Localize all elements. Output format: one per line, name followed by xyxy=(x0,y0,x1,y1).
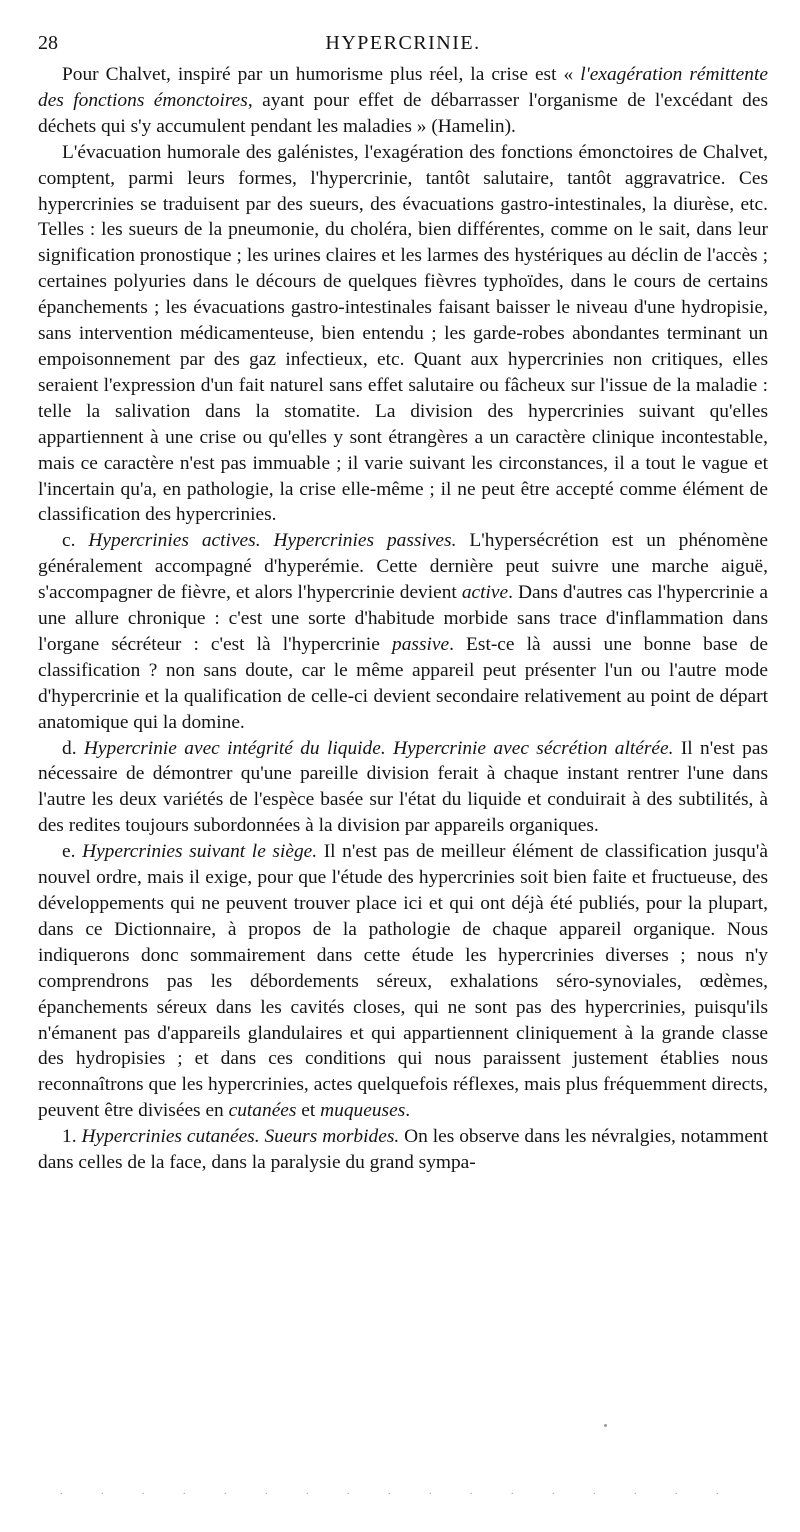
text-run: e. xyxy=(62,841,83,863)
italic-text: Hypercrinies cutanées. Sueurs morbides. xyxy=(81,1126,400,1148)
text-run: c. xyxy=(62,530,89,552)
text-run: . Est-ce là aussi une bonne base de classification ? non sans doute, car le même appareil peut présenter l'un ou l'autre mode d'hypercrinie et la qualification de celle-ci devient secondaire relativement au point de départ anatomique qui la domine. xyxy=(38,633,768,733)
italic-text: Hypercrinies actives. Hypercrinies passives. xyxy=(88,530,457,552)
paragraph-p2 xyxy=(38,140,768,529)
text-run: d. xyxy=(62,737,84,759)
text-run: Il n'est pas de meilleur élément de classification jusqu'à nouvel ordre, mais il exige, pour que l'étude des hypercrinies soit bien faite et fructueuse, des développements qui ne peuvent trouver place ici et qui ont déjà été publiés, pour la plupart, dans ce Dictionnaire, à propos de la pathologie de chaque appareil organique. Nous indiquerons donc sommairement dans cette étude les hypercrinies diverses ; nous n'y comprendrons pas les débordements séreux, exhalations séro-synoviales, œdèmes, épanchements séreux dans les cavités closes, qui ne sont pas des hypercrinies, puisqu'ils n'émanent pas d'appareils glandulaires et qui appartiennent cliniquement à la grande classe des hydropisies ; et dans ces conditions qui nous paraissent justement établies nous reconnaîtrons que les hypercrinies, actes quelquefois réflexes, mais plus fréquemment directs, peuvent être divisées en xyxy=(38,841,768,1122)
scan-speck xyxy=(604,1424,607,1427)
paragraph-p1 xyxy=(38,62,768,140)
page-number: 28 xyxy=(38,32,58,54)
italic-text: active xyxy=(461,582,509,604)
italic-text: passive xyxy=(392,633,450,655)
text-run: 1. xyxy=(62,1126,82,1148)
text-run: , ayant pour effet de débarrasser l'organisme de l'excédant des déchets qui s'y accumulent pendant les maladies » (Hamelin). xyxy=(38,89,768,137)
text-run: Il n'est pas nécessaire de démontrer qu'une pareille division ferait à chaque instant rentrer l'une dans l'autre les deux variétés de l'espèce basée sur l'état du liquide et conduirait à des subtilités, à des redites toujours subordonnées à la division par appareils organiques. xyxy=(38,737,769,837)
paragraph-p6 xyxy=(38,1124,768,1176)
italic-text: l'exagération rémittente des fonctions émonctoires xyxy=(38,64,768,111)
page-header xyxy=(38,28,768,58)
text-run: On les observe dans les névralgies, notamment dans celles de la face, dans la paralysie du grand sympa- xyxy=(38,1126,769,1174)
paragraph-p5 xyxy=(38,839,768,1124)
scan-noise-marks: . . . . . . . . . . . . . . . . . xyxy=(60,1486,737,1497)
italic-text: muqueuses xyxy=(320,1100,406,1122)
body-text xyxy=(38,62,768,1176)
italic-text: Hypercrinie avec intégrité du liquide. Hypercrinie avec sécrétion altérée. xyxy=(83,737,674,759)
text-run: L'évacuation humorale des galénistes, l'exagération des fonctions émonctoires de Chalvet, comptent, parmi leurs formes, l'hypercrinie, tantôt salutaire, tantôt aggravatrice. Ces hypercrinies se traduisent par des sueurs, des évacuations gastro-intestinales, la diurèse, etc. Telles : les sueurs de la pneumonie, du choléra, bien différentes, comme on le sait, dans leur signification pronostique ; les urines claires et les larmes des hystériques au déclin de l'accès ; certaines polyuries dans le décours de quelques fièvres typhoïdes, dans le cours de certains épanchements ; les évacuations gastro-intestinales faisant baisser le niveau d'une hydropisie, sans intervention médicamenteuse, bien entendu ; les garde-robes abondantes terminant un empoisonnement par des gaz infectieux, etc. Quant aux hypercrinies non critiques, elles seraient l'expression d'un fait naturel sans effet salutaire ou fâcheux sur l'issue de la maladie : telle la salivation dans la stomatite. La division des hypercrinies suivant qu'elles appartiennent à une crise ou qu'elles y sont étrangères a un caractère clinique incontestable, mais ce caractère n'est pas immuable ; il varie suivant les circonstances, il a tout le vague et l'incertain qu'a, en pathologie, la crise elle-même ; il ne peut être accepté comme élément de classification des hypercrinies. xyxy=(38,141,768,526)
paragraph-p3 xyxy=(38,528,768,735)
running-title: HYPERCRINIE. xyxy=(325,32,481,54)
italic-text: cutanées xyxy=(228,1100,297,1122)
paragraph-p4 xyxy=(38,736,768,840)
text-run: et xyxy=(296,1100,321,1122)
italic-text: Hypercrinies suivant le siège. xyxy=(82,841,318,863)
text-run: . Dans d'autres cas l'hypercrinie a une allure chronique : c'est une sorte d'habitude morbide sans trace d'inflammation dans l'organe sécréteur : c'est là l'hypercrinie xyxy=(38,582,768,655)
text-run: L'hypersécrétion est un phénomène généralement accompagné d'hyperémie. Cette dernière peut suivre une marche aiguë, s'accompagner de fièvre, et alors l'hypercrinie devient xyxy=(38,530,768,604)
text-run: . xyxy=(405,1100,411,1122)
text-run: Pour Chalvet, inspiré par un humorisme plus réel, la crise est « xyxy=(62,64,581,85)
